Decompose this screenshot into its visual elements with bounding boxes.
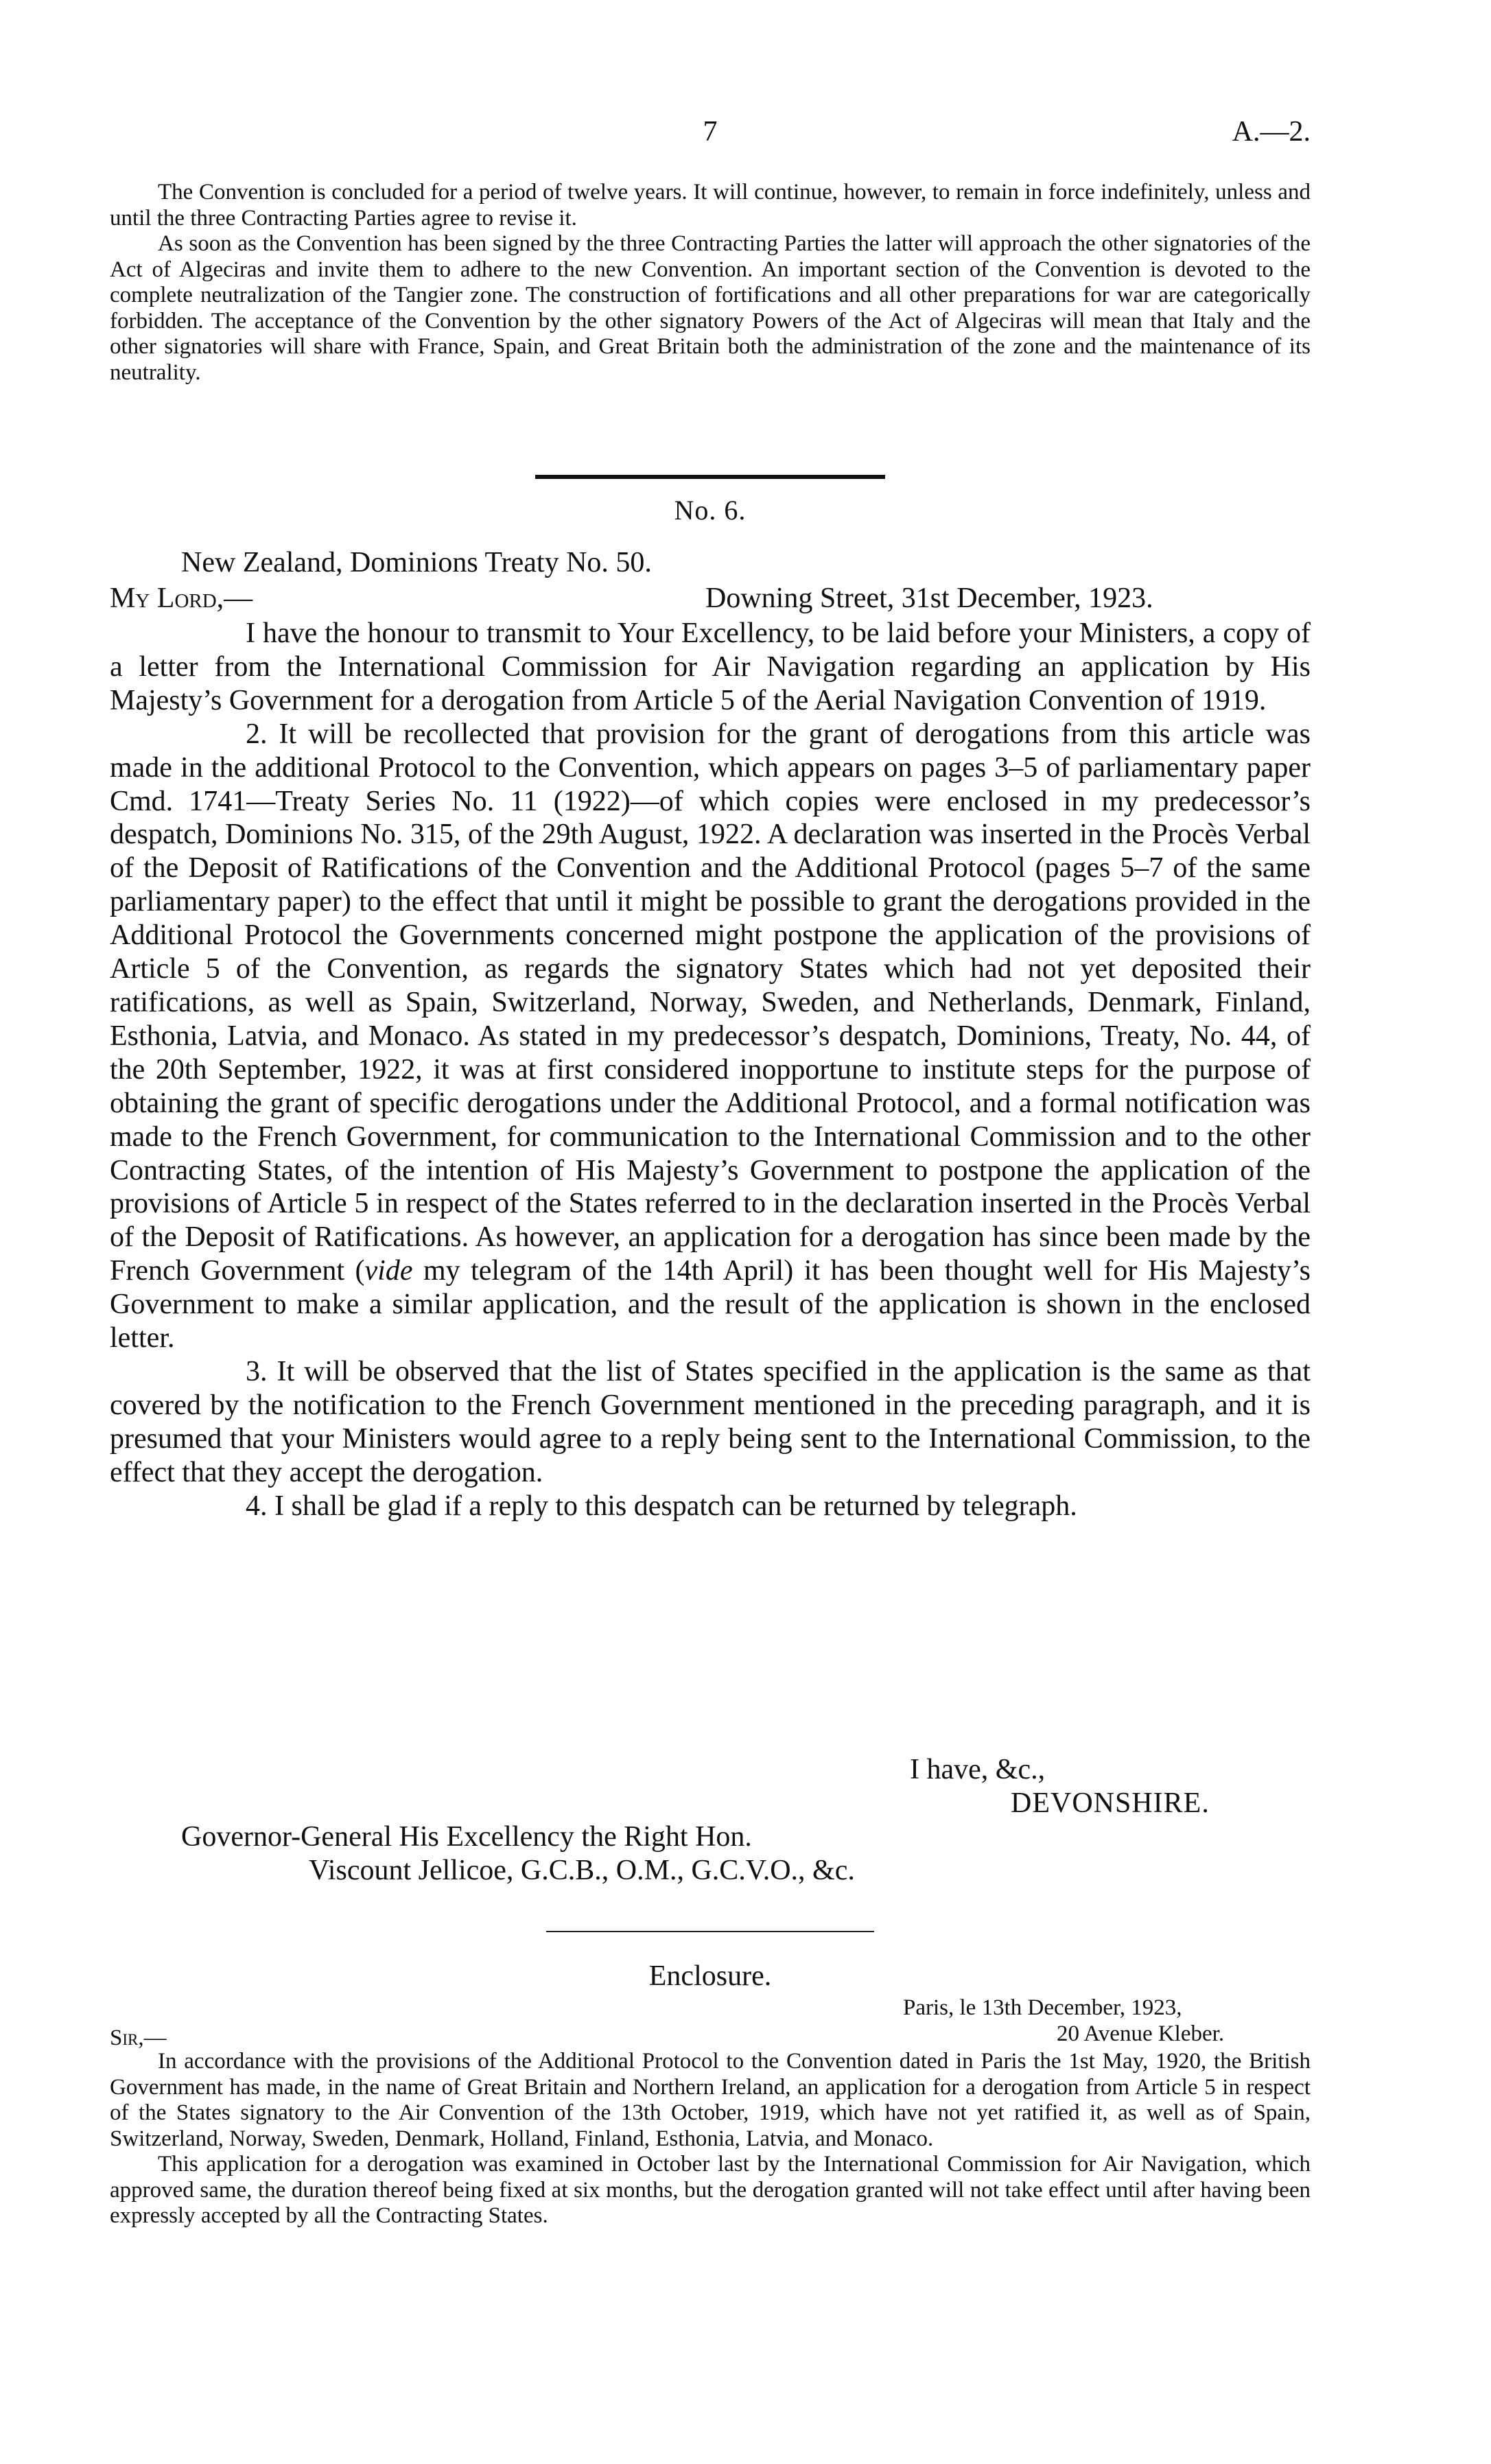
paragraph-2-tail: my telegram of the 14th April) it has been thought well for His Majesty’s Government to make a similar application, and the result of the application is shown in the enclosed letter. bbox=[110, 1255, 1311, 1354]
document-reference: A.—2. bbox=[1232, 116, 1311, 148]
enclosure-paragraph: In accordance with the provisions of the Additional Protocol to the Convention dated in Paris the 1st May, 1920, the British Government has made, in the name of Great Britain and Northern Ireland, an application for a derogation from Article 5 in respect of the States signatory to the Air Convention of the 13th October, 1919, which have not yet ratified it, as well as of Spain, Switzerland, Norway, Sweden, Denmark, Holland, Finland, Esthonia, Latvia, and Monaco. bbox=[110, 2049, 1311, 2151]
enclosure-address: 20 Avenue Kleber. bbox=[1057, 2021, 1225, 2046]
enclosure-title: Enclosure. bbox=[648, 1960, 772, 1992]
paragraph-2-main: 2. It will be recollected that provision for the grant of derogations from this article was made in the additional Protocol to the Convention, which appears on pages 3–5 of parliamentary paper Cmd. 1741—Treaty Series No. 11 (1922)—of which copies were enclosed in my predecessor’s despatch, Dominions No. 315, of the 29th August, 1922. A declaration was inserted in the Procès Verbal of the Deposit of Ratifications of the Convention and the Additional Protocol (pages 5–7 of the same parliamentary paper) to the effect that until it might be possible to grant the derogations provided in the Additional Protocol the Governments concerned might postpone the application of the provisions of Article 5 of the Convention, as regards the signatory States which had not yet deposited their ratifications, as well as Spain, Switzerland, Norway, Sweden, and Netherlands, Denmark, Finland, Esthonia, Latvia, and Monaco. As stated in my predecessor’s despatch, Dominions, Treaty, No. 44, of the 20th September, 1922, it was at first considered inopportune to institute steps for the purpose of obtaining the grant of specific derogations under the Additional Protocol, and a formal notification was made to the French Government, for communication to the International Commission and to the other Contracting States, of the intention of His Majesty’s Government to postpone the application of the provisions of Article 5 in respect of the States referred to in the declaration inserted in the Procès Verbal of the Deposit of Ratifications. As however, an application for a derogation has since been made by the French Government ( bbox=[110, 718, 1311, 1287]
vide-italic: vide bbox=[364, 1255, 413, 1287]
despatch-paragraph bbox=[110, 718, 1311, 1355]
despatch-paragraph: I have the honour to transmit to Your Excellency, to be laid before your Ministers, a copy of a letter from the International Commission for Air Navigation regarding an application by His Majesty’s Government for a derogation from Article 5 of the Aerial Navigation Convention of 1919. bbox=[110, 618, 1311, 716]
addressee-line-2: Viscount Jellicoe, G.C.B., O.M., G.C.V.O., &c. bbox=[309, 1855, 855, 1886]
page-number: 7 bbox=[703, 116, 718, 148]
treaty-line: New Zealand, Dominions Treaty No. 50. bbox=[181, 547, 652, 578]
section-divider bbox=[535, 475, 885, 479]
despatch-paragraph: 3. It will be observed that the list of States specified in the application is the same as that covered by the notification to the French Government mentioned in the preceding paragraph, and it is presumed that your Ministers would agree to a reply being sent to the International Commission, to the effect that they accept the derogation. bbox=[110, 1355, 1311, 1488]
address-date: Downing Street, 31st December, 1923. bbox=[705, 583, 1153, 614]
addressee-line-1: Governor-General His Excellency the Right Hon. bbox=[181, 1821, 752, 1853]
enclosure-place-date: Paris, le 13th December, 1923, bbox=[903, 1995, 1182, 2020]
document-page bbox=[110, 0, 1311, 2464]
despatch-number: No. 6. bbox=[674, 495, 747, 526]
enclosure-body bbox=[110, 2049, 1311, 2229]
salutation: My Lord,— bbox=[110, 583, 253, 614]
intro-paragraph: The Convention is concluded for a period of twelve years. It will continue, however, to remain in force indefinitely, unless and until the three Contracting Parties agree to revise it. bbox=[110, 180, 1311, 231]
closing: I have, &c., bbox=[910, 1754, 1046, 1785]
enclosure-salutation: Sir,— bbox=[110, 2026, 167, 2050]
intro-paragraph: As soon as the Convention has been signed by the three Contracting Parties the latter will approach the other signatories of the Act of Algeciras and invite them to adhere to the new Convention. An important section of the Convention is devoted to the complete neutralization of the Tangier zone. The construction of fortifications and all other preparations for war are categorically forbidden. The acceptance of the Convention by the other signatory Powers of the Act of Algeciras will mean that Italy and the other signatories will share with France, Spain, and Great Britain both the administration of the zone and the maintenance of its neutrality. bbox=[110, 231, 1311, 385]
intro-text bbox=[110, 180, 1311, 386]
despatch-paragraph: 4. I shall be glad if a reply to this despatch can be returned by telegraph. bbox=[246, 1490, 1077, 1522]
page-header bbox=[110, 115, 1311, 156]
enclosure-divider bbox=[546, 1931, 874, 1932]
enclosure-paragraph: This application for a derogation was examined in October last by the International Commission for Air Navigation, which approved same, the duration thereof being fixed at six months, but the derogation granted will not take effect until after having been expressly accepted by all the Contracting States. bbox=[110, 2152, 1311, 2228]
despatch-body bbox=[110, 617, 1311, 1523]
signature: DEVONSHIRE. bbox=[1011, 1787, 1210, 1819]
